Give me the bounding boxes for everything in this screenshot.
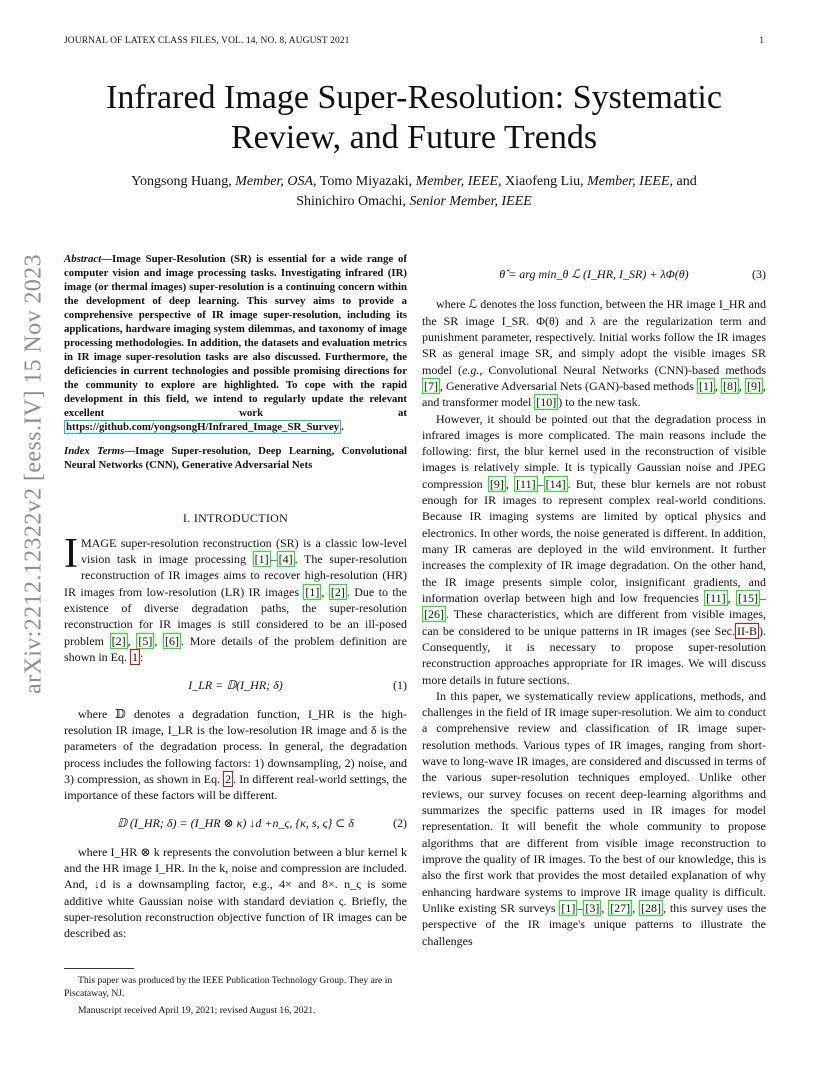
text-run: , and transformer model [422, 378, 767, 410]
section-heading: I. INTRODUCTION [182, 511, 289, 526]
abstract-end: . [341, 421, 344, 434]
page-number: 1 [759, 36, 764, 46]
running-head: JOURNAL OF LATEX CLASS FILES, VOL. 14, NO. 8, AUGUST 2021 [64, 36, 350, 46]
citation-link[interactable]: [3] [585, 900, 600, 915]
text-run: e.g. [462, 362, 480, 377]
text-run: ). Consequently, it is necessary to propose super-resolution reconstruction approaches appropriate for IR images. We will discuss more details in future sections. [422, 623, 766, 687]
text-run: . In different real-world settings, the importance of these factors will be different. [64, 771, 407, 803]
abstract-text: —Image Super-Resolution (SR) is essential for a wide range of computer vision and image processing tasks. Investigating infrared (IR) image (or thermal images) super-resolution is a continuing concern within the development of deep learning. This survey aims to provide a comprehensive perspective of IR image super-resolution, including its applications, hardware imaging system dilemmas, and taxonomy of image processing methodologies. In addition, the datasets and evaluation metrics in IR image super-resolution tasks are also discussed. Furthermore, the deficiencies in current technologies and possible promising directions for the community to explore are highlighted. To cope with the rapid development in this field, we intend to regularly update the relevant excellent work at [64, 253, 407, 420]
text-run: , [714, 378, 721, 393]
citation-link[interactable]: [10] [536, 395, 557, 410]
text-run: , [505, 476, 515, 491]
citation-link[interactable]: [28] [641, 900, 662, 915]
abstract-label: Abstract [64, 253, 102, 265]
equation-2 [64, 815, 407, 831]
abstract [64, 252, 407, 434]
equation-link[interactable]: 1 [132, 649, 138, 664]
body-paragraph [422, 688, 766, 949]
text-run: However, it should be pointed out that the degradation process in infrared images is more complicated. The main reasons include the following: first, the blur kernel used in the reconstruction of visible images is relatively simple. It is typically Gaussian noise and JPEG compression [422, 411, 766, 491]
body-paragraph [422, 411, 766, 688]
section-link[interactable]: II-B [737, 623, 757, 638]
author-list [64, 172, 764, 211]
citation-link[interactable]: [9] [747, 378, 762, 393]
right-column [422, 252, 766, 949]
equation-number: (3) [752, 267, 766, 281]
citation-link[interactable]: [26] [424, 607, 444, 622]
equation-body: θ̂ = arg min_θ ℒ (I_HR, I_SR) + λΦ(θ) [499, 267, 689, 281]
citation-link[interactable]: [1] [698, 378, 713, 393]
text-run: , Generative Adversarial Nets (GAN)-based methods [440, 378, 697, 393]
citation-link[interactable]: [1] [561, 900, 576, 915]
equation-body: I_LR = 𝔻(I_HR; δ) [188, 678, 283, 693]
repository-link[interactable]: https://github.com/yongsongH/Infrared_Image_SR_Survey [66, 421, 340, 434]
text-run: . These characteristics, which are different from visible images, can be considered to be unique patterns in IR images (see Sec. [422, 607, 766, 638]
footnote: Manuscript received April 19, 2021; revised August 16, 2021. [78, 1004, 316, 1016]
author-affiliation: Member, IEEE, [415, 174, 502, 190]
arxiv-identifier[interactable]: arXiv:2212.12322v2 [eess.IV] 15 Nov 2023 [20, 254, 47, 694]
citation-link[interactable]: [7] [424, 378, 438, 393]
text-run: , this survey uses the perspective of the IR image's unique patterns to illustrate the challenges [422, 900, 767, 948]
drop-cap: I [64, 530, 78, 577]
footnote: This paper was produced by the IEEE Publication Technology Group. They are in Piscataway, NJ. [64, 975, 393, 999]
author-name: Yongsong Huang, [131, 174, 236, 190]
equation-3 [422, 266, 766, 282]
text-run: , [739, 378, 746, 393]
text-run: . But, these blur kernels are not robust enough for IR images to represent complex real-world conditions. Because IR imaging systems are limited by optical physics and electronics. In other words, the noise generated is different. In addition, many IR cameras are deployed in the wild environment. It further increases the complexity of IR image degradation. On the other hand, the IR image presents simple color, insignificant gradients, and information overlap between high and low frequencies [422, 476, 766, 605]
citation-link[interactable]: [14] [545, 476, 566, 491]
author-affiliation: Senior Member, IEEE [409, 193, 532, 209]
text-run: , [601, 900, 609, 915]
citation-link[interactable]: [11] [516, 476, 536, 491]
text-run: – [537, 476, 544, 491]
text-run: – [270, 552, 277, 567]
text-run: In this paper, we systematically review applications, methods, and challenges in the field of IR image super-resolution. We aim to conduct a comprehensive review and classification of IR image super-resolution methods. Various types of IR images, ranging from short-wave to long-wave IR images, are considered and discussed in terms of the various super-resolution techniques employed. Unlike other reviews, our survey focuses on recent deep-learning algorithms and summarizes the specific patterns used in IR images for model representation. It will benefit the whole community to propose algorithms that are different from visible image reconstruction to improve the quality of IR images. To the best of our knowledge, this is also the first work that provides the most detailed explanation of why enhancing hardware systems to improve IR image quality is difficult. Unlike existing SR surveys [422, 688, 766, 915]
text-run: , [632, 900, 640, 915]
citation-link[interactable]: [1] [254, 552, 269, 567]
citation-link[interactable]: [15] [738, 590, 758, 605]
index-terms-label: Index Terms [64, 445, 125, 458]
equation-link[interactable]: 2 [225, 771, 232, 786]
citation-link[interactable]: [2] [111, 633, 126, 648]
text-run: , [727, 590, 736, 605]
text-run: where ℒ denotes the loss function, between the HR image I_HR and the SR image I_SR. Φ(θ) and λ are the regularization term and punishment parameter, respectively. Initial works follow the IR images SR as general image SR, and simply adopt the visible images SR model ( [422, 297, 766, 377]
index-terms-text: —Image Super-resolution, Deep Learning, Convolutional Neural Networks (CNN), Generative Adversarial Nets [64, 445, 407, 472]
intro-paragraph [64, 530, 408, 666]
author-name: Xiaofeng Liu, [501, 174, 588, 190]
body-paragraph: where I_HR ⊗ k represents the convolution between a blur kernel k and the HR image I_HR. In the k, noise and compression are included. And, ↓d is a downsampling factor, e.g., 4× and 8×. n_ς is some additive white Gaussian noise with standard deviation ς. Briefly, the super-resolution reconstruction objective function of IR images can be described as: [64, 844, 407, 941]
index-terms [64, 444, 407, 472]
text-run: where 𝔻 denotes a degradation function, I_HR is the high-resolution IR image, I_LR is the low-resolution IR image and δ is the parameters of the degradation process. In general, the degradation process includes the following factors: 1) downsampling, 2) noise, and 3) compression, as shown in Eq. [64, 706, 407, 786]
author-name: Shinichiro Omachi, [296, 193, 410, 209]
equation-1 [64, 677, 407, 693]
text-run: . Due to the existence of diverse degradation paths, the super-resolution reconstruction for IR images is still considered to be an ill-posed problem [64, 584, 408, 648]
equation-number: (2) [393, 816, 407, 831]
footnotes [64, 975, 407, 1022]
citation-link[interactable]: [4] [278, 552, 293, 567]
citation-link[interactable]: [8] [723, 378, 737, 393]
equation-body: 𝔻 (I_HR; δ) = (I_HR ⊗ κ) ↓d +n_ς, {κ, s, ς} ⊂ δ [117, 816, 354, 831]
author-conjunction: and [673, 174, 697, 190]
footnote-rule [64, 968, 134, 969]
text-run: , [154, 633, 164, 648]
text-run: . More details of the problem definition are shown in Eq. [64, 633, 407, 664]
title-block [64, 78, 764, 211]
citation-link[interactable]: [11] [706, 590, 726, 605]
text-run: ) to the new task. [558, 395, 641, 410]
text-run: , [127, 633, 137, 648]
body-paragraph [422, 296, 766, 410]
citation-link[interactable]: [1] [305, 584, 320, 599]
author-affiliation: Member, OSA, [235, 174, 317, 190]
text-run: . The super-resolution reconstruction of IR images aims to recover high-resolution (HR) IR images from low-resolution (LR) IR images [64, 552, 407, 599]
citation-link[interactable]: [9] [489, 476, 504, 491]
text-run: – [760, 590, 766, 605]
citation-link[interactable]: [2] [330, 584, 345, 599]
text-run: : [140, 649, 144, 664]
author-affiliation: Member, IEEE, [587, 174, 673, 190]
text-run: , [321, 584, 329, 599]
citation-link[interactable]: [6] [165, 633, 180, 648]
citation-link[interactable]: [27] [610, 900, 631, 915]
citation-link[interactable]: [5] [138, 633, 153, 648]
equation-number: (1) [393, 678, 407, 693]
text-run: MAGE super-resolution reconstruction (SR) is a classic low-level vision task in image processing [81, 535, 407, 567]
text-run: , Convolutional Neural Networks (CNN)-based methods [479, 362, 766, 377]
text-run: – [577, 900, 584, 915]
author-name: Tomo Miyazaki, [316, 174, 416, 190]
arxiv-stamp [14, 0, 54, 1072]
paper-title: Infrared Image Super-Resolution: Systematic Review, and Future Trends [106, 79, 722, 157]
body-paragraph [64, 706, 407, 804]
left-column [64, 252, 407, 942]
